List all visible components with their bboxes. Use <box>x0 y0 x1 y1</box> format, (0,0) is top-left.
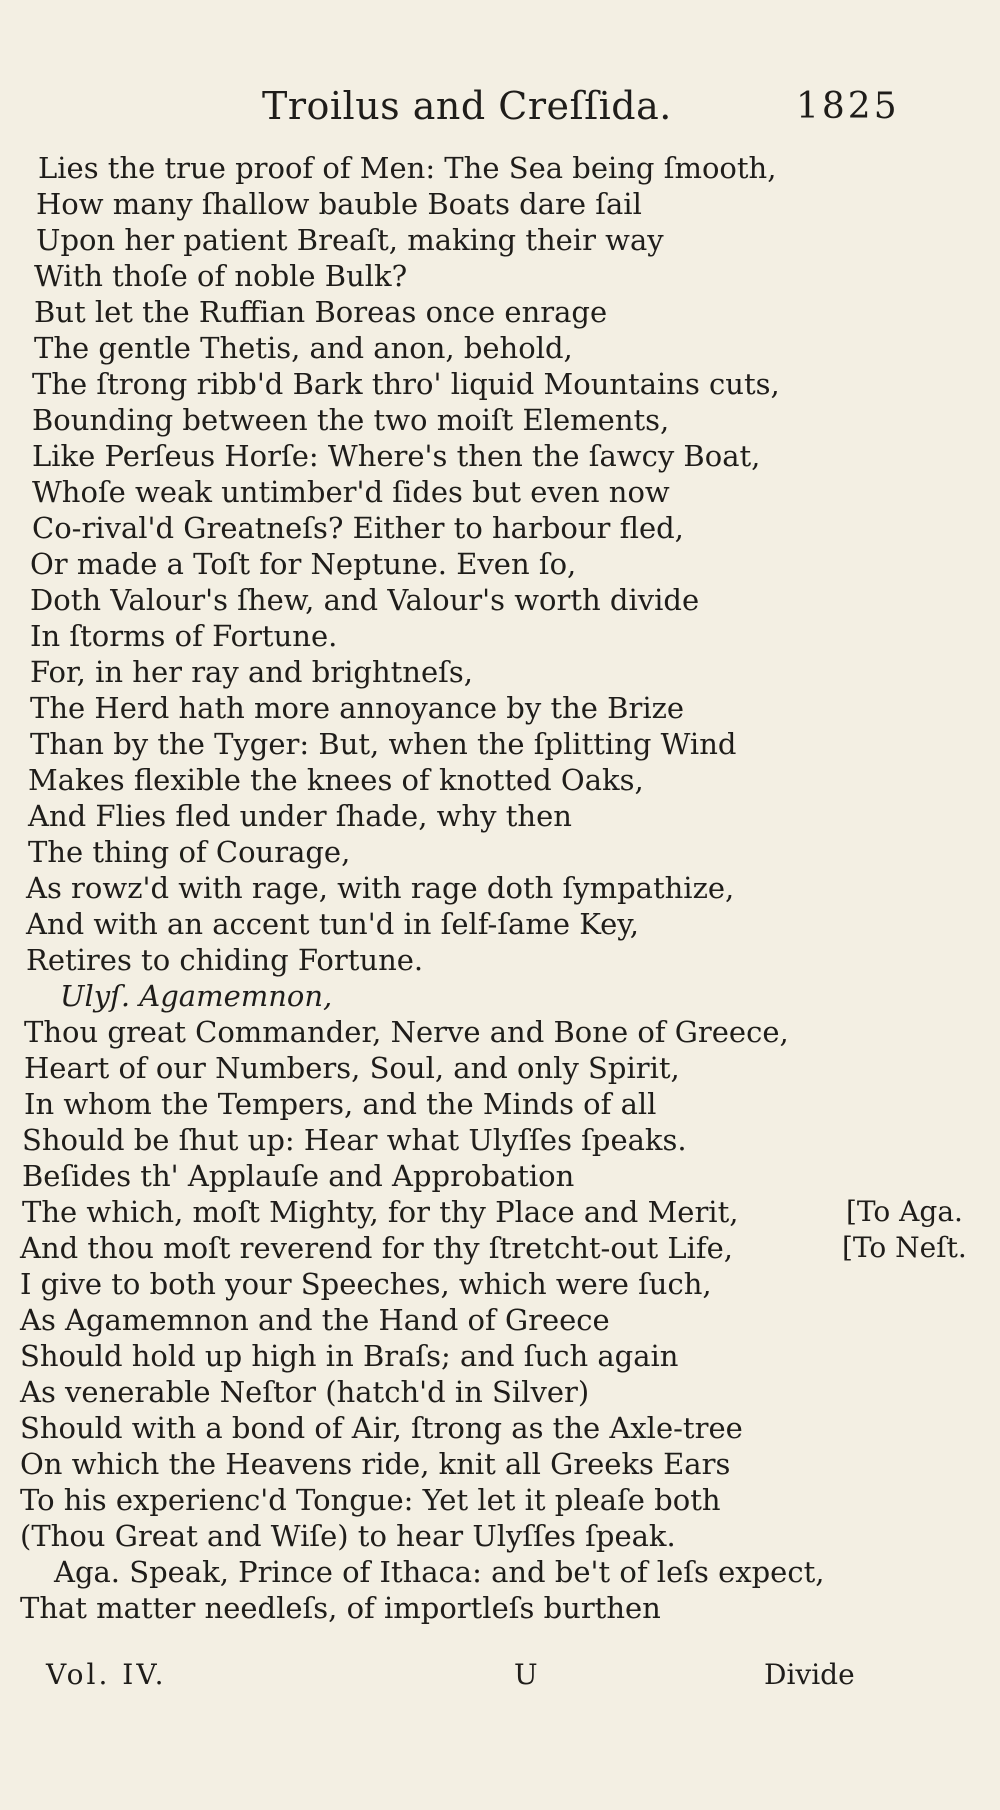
verse-line: The thing of Courage, <box>28 835 351 869</box>
page-number: 1825 <box>796 86 900 127</box>
signature-mark: U <box>514 1658 538 1691</box>
verse-line: As Agamemnon and the Hand of Greece <box>20 1303 610 1337</box>
verse-line: In ſtorms of Fortune. <box>30 619 338 653</box>
volume-mark: Vol. IV. <box>46 1658 167 1691</box>
verse-line: To his experienc'd Tongue: Yet let it pleaſe both <box>20 1483 721 1517</box>
verse-line: Bounding between the two moiſt Elements, <box>32 403 670 437</box>
verse-line: Whoſe weak untimber'd ſides but even now <box>32 475 670 509</box>
verse-line: The gentle Thetis, and anon, behold, <box>34 331 573 365</box>
catchword: Divide <box>764 1658 855 1691</box>
verse-line: The which, moſt Mighty, for thy Place and Merit, <box>22 1195 739 1229</box>
verse-line: Beſides th' Applauſe and Approbation <box>22 1159 575 1193</box>
page-footer <box>0 1658 1000 1698</box>
verse-line: Should with a bond of Air, ſtrong as the Axle-tree <box>20 1411 743 1445</box>
verse-line: Or made a Toſt for Neptune. Even ſo, <box>30 547 577 581</box>
verse-line: I give to both your Speeches, which were ſuch, <box>20 1267 712 1301</box>
verse-line: But let the Ruffian Boreas once enrage <box>34 295 608 329</box>
verse-line: Like Perſeus Horſe: Where's then the ſawcy Boat, <box>32 439 761 473</box>
verse-line: Should hold up high in Braſs; and ſuch again <box>20 1339 679 1373</box>
page-header <box>0 84 1000 134</box>
verse-line: The ſtrong ribb'd Bark thro' liquid Mountains cuts, <box>32 367 780 401</box>
verse-line: Co-rival'd Greatneſs? Either to harbour fled, <box>32 511 684 545</box>
verse-line: Heart of our Numbers, Soul, and only Spirit, <box>24 1051 680 1085</box>
verse-line: How many ſhallow bauble Boats dare ſail <box>36 187 642 221</box>
verse-line: Doth Valour's ſhew, and Valour's worth divide <box>30 583 700 617</box>
verse-line: Than by the Tyger: But, when the ſplitting Wind <box>30 727 737 761</box>
speaker-line: Aga. Speak, Prince of Ithaca: and be't of leſs expect, <box>54 1555 825 1589</box>
verse-line: And Flies fled under ſhade, why then <box>28 799 572 833</box>
verse-line: In whom the Tempers, and the Minds of all <box>24 1087 657 1121</box>
verse-line: Should be ſhut up: Hear what Ulyſſes ſpeaks. <box>22 1123 687 1157</box>
verse-line: As rowz'd with rage, with rage doth ſympathize, <box>26 871 735 905</box>
stage-direction: [To Aga. <box>846 1195 963 1228</box>
verse-line: Upon her patient Breaſt, making their way <box>36 223 664 257</box>
verse-line: For, in her ray and brightneſs, <box>30 655 473 689</box>
stage-direction: [To Neſt. <box>842 1231 967 1264</box>
verse-line: Lies the true proof of Men: The Sea being ſmooth, <box>38 151 777 185</box>
verse-line: (Thou Great and Wiſe) to hear Ulyſſes ſpeak. <box>20 1519 676 1553</box>
verse-line: And with an accent tun'd in ſelf-ſame Key, <box>26 907 640 941</box>
verse-line: Makes flexible the knees of knotted Oaks, <box>28 763 644 797</box>
verse-line: As venerable Neſtor (hatch'd in Silver) <box>20 1375 590 1409</box>
running-title: Troilus and Creſſida. <box>262 84 672 128</box>
verse-line: Thou great Commander, Nerve and Bone of Greece, <box>24 1015 789 1049</box>
verse-line: On which the Heavens ride, knit all Greeks Ears <box>20 1447 731 1481</box>
verse-line: The Herd hath more annoyance by the Brize <box>30 691 685 725</box>
verse-line: That matter needleſs, of importleſs burthen <box>20 1591 661 1625</box>
verse-line: With thoſe of noble Bulk? <box>34 259 408 293</box>
verse-line: Retires to chiding Fortune. <box>26 943 424 977</box>
verse-line: And thou moſt reverend for thy ſtretcht-out Life, <box>20 1231 734 1265</box>
speaker-line: Ulyſ. Agamemnon, <box>60 979 333 1013</box>
